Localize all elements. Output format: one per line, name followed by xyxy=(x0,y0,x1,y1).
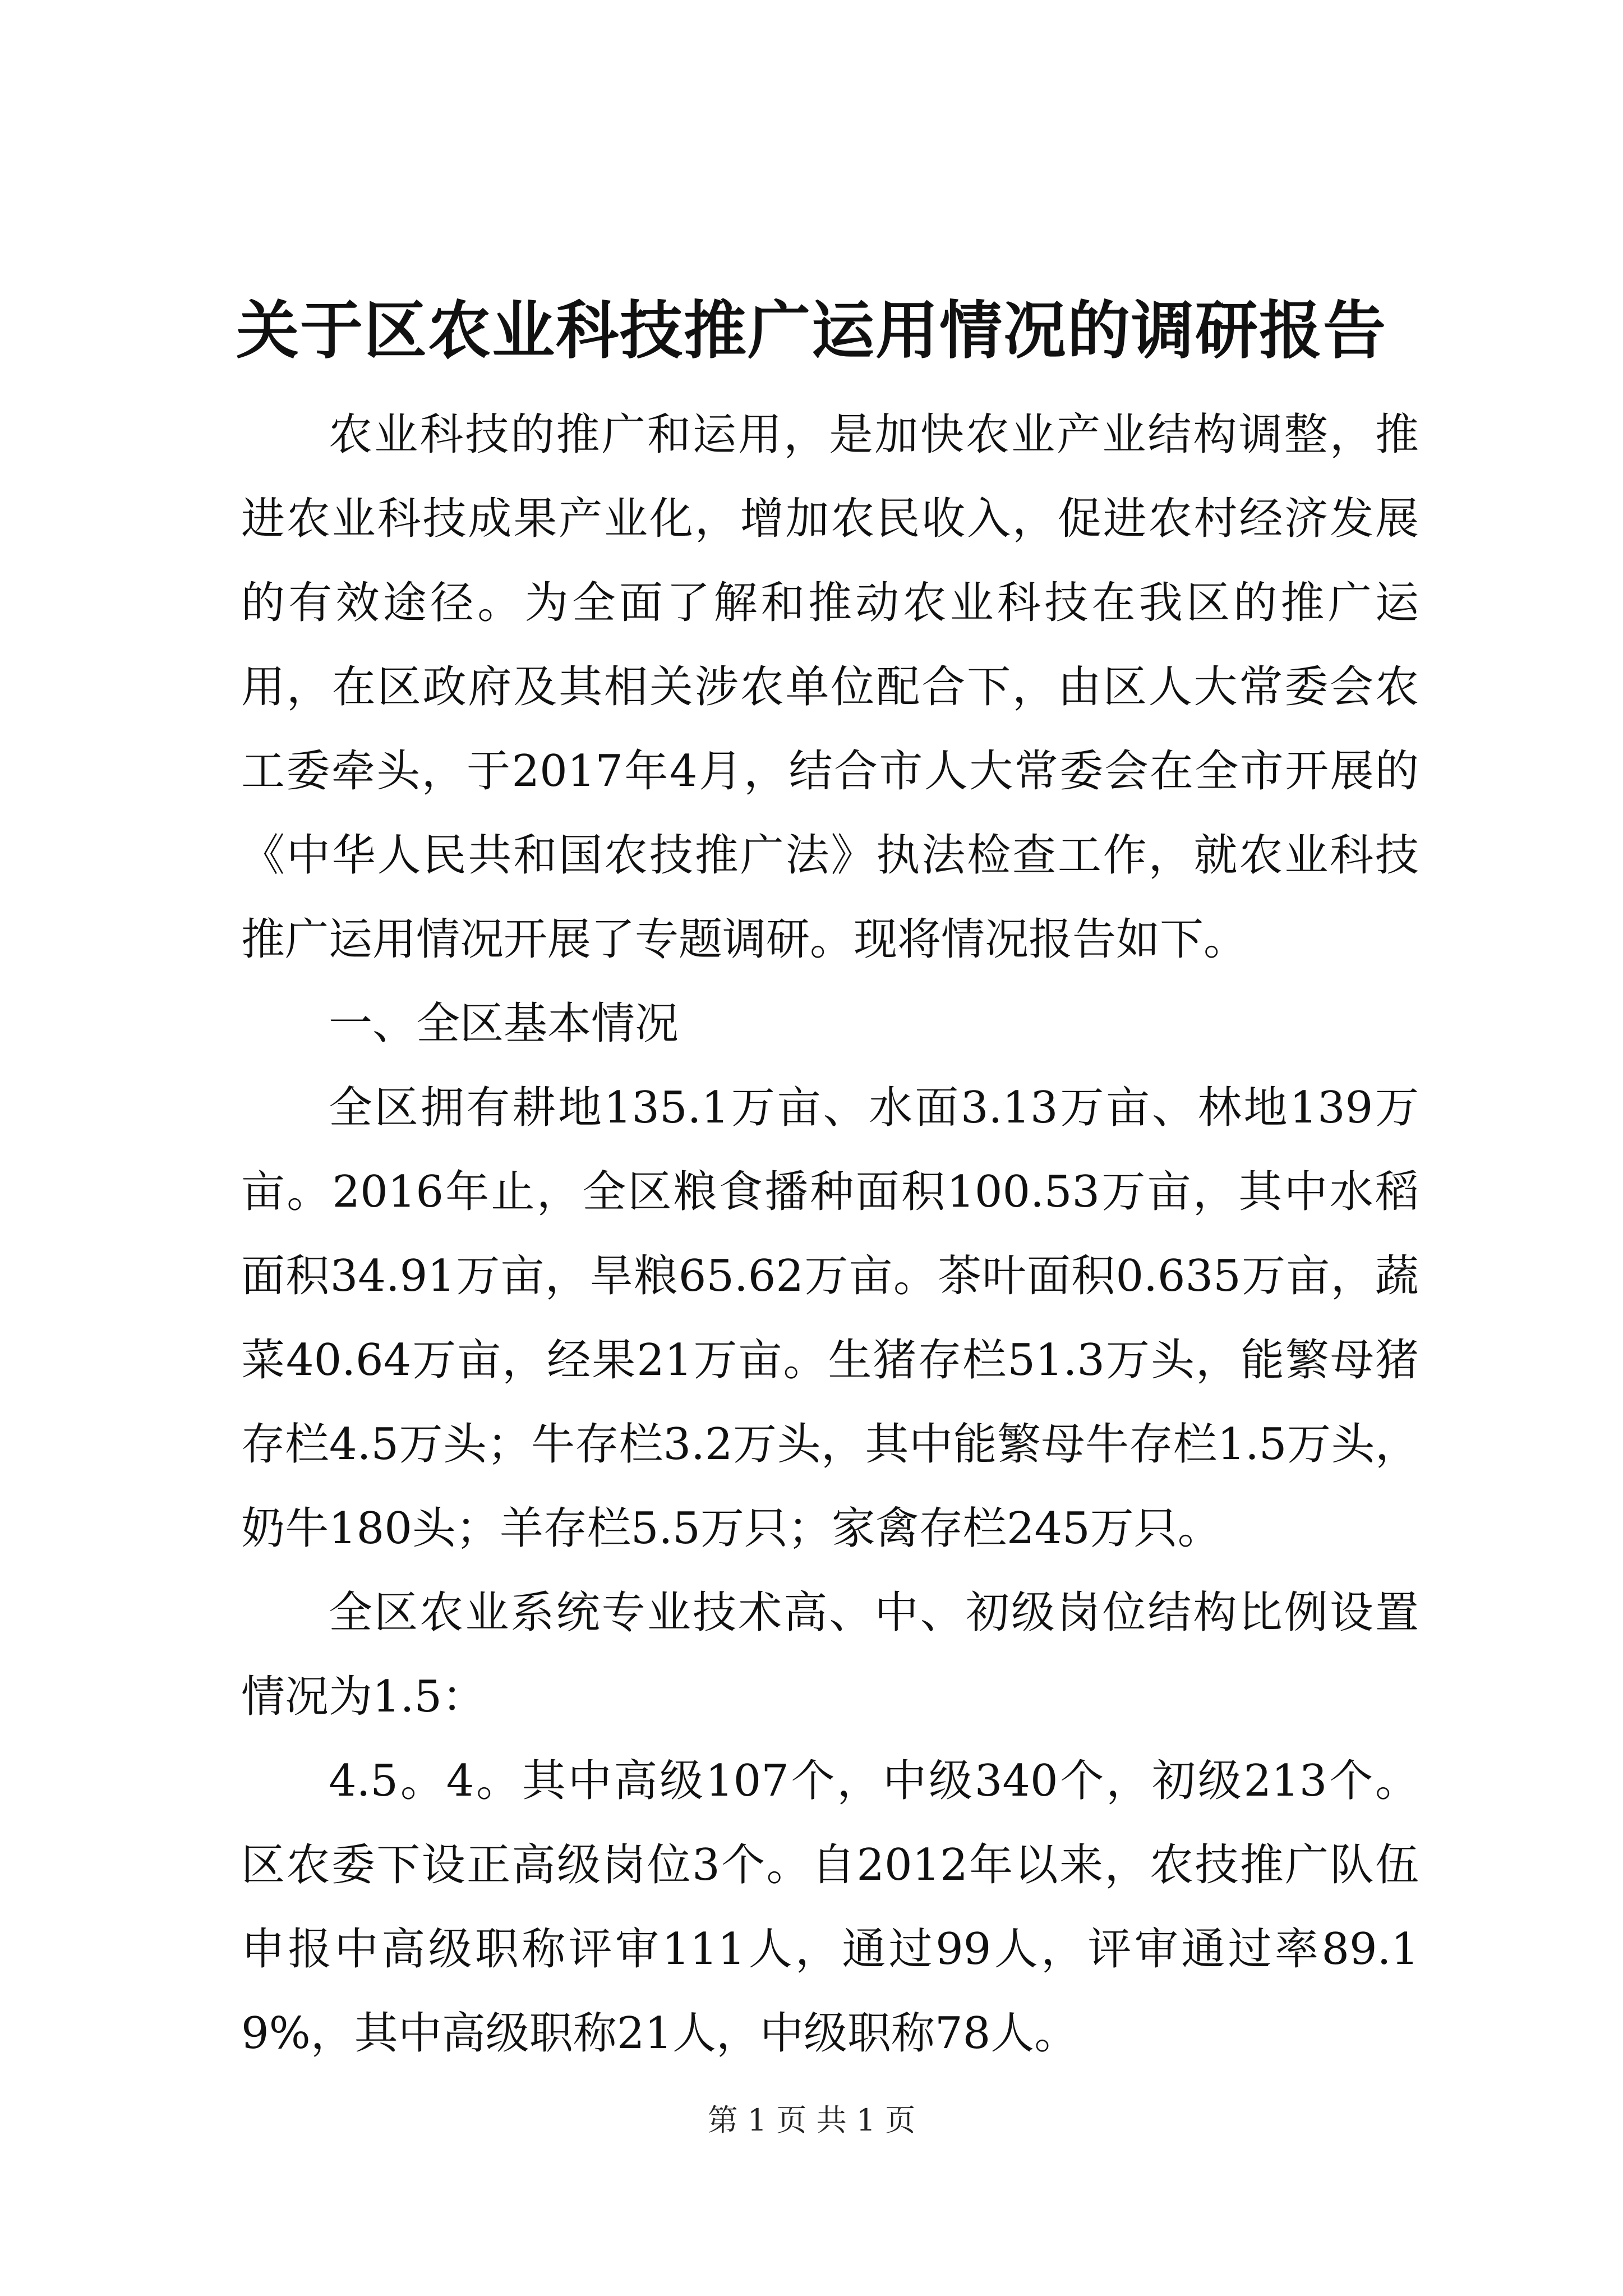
position-ratio-paragraph: 全区农业系统专业技术高、中、初级岗位结构比例设置情况为1.5： xyxy=(241,1588,1419,1722)
title-evaluation-paragraph: 4.5。4。其中高级107个，中级340个，初级213个。区农委下设正高级岗位3个。自2012年以来，农技推广队伍申报中高级职称评审111人，通过99人，评审通过率89.19%，其中高级职称21人，中级职称78人。 xyxy=(241,1756,1419,2059)
intro-paragraph: 农业科技的推广和运用，是加快农业产业结构调整，推进农业科技成果产业化，增加农民收入，促进农村经济发展的有效途径。为全面了解和推动农业科技在我区的推广运用，在区政府及其相关涉农单位配合下，由区人大常委会农工委牵头，于2017年4月，结合市人大常委会在全市开展的《中华人民共和国农技推广法》执法检查工作，就农业科技推广运用情况开展了专题调研。现将情况报告如下。 xyxy=(241,409,1419,965)
page-number-footer: 第 1 页 共 1 页 xyxy=(707,2102,916,2138)
section-heading-basic-situation: 一、全区基本情况 xyxy=(329,999,679,1049)
document-body xyxy=(241,393,1419,2076)
land-and-livestock-paragraph: 全区拥有耕地135.1万亩、水面3.13万亩、林地139万亩。2016年止，全区粮食播种面积100.53万亩，其中水稻面积34.91万亩，旱粮65.62万亩。茶叶面积0.635万亩，蔬菜40.64万亩，经果21万亩。生猪存栏51.3万头，能繁母猪存栏4.5万头；牛存栏3.2万头，其中能繁母牛存栏1.5万头，奶牛180头；羊存栏5.5万只；家禽存栏245万只。 xyxy=(241,1083,1419,1554)
document-title: 关于区农业科技推广运用情况的调研报告 xyxy=(236,294,1387,367)
